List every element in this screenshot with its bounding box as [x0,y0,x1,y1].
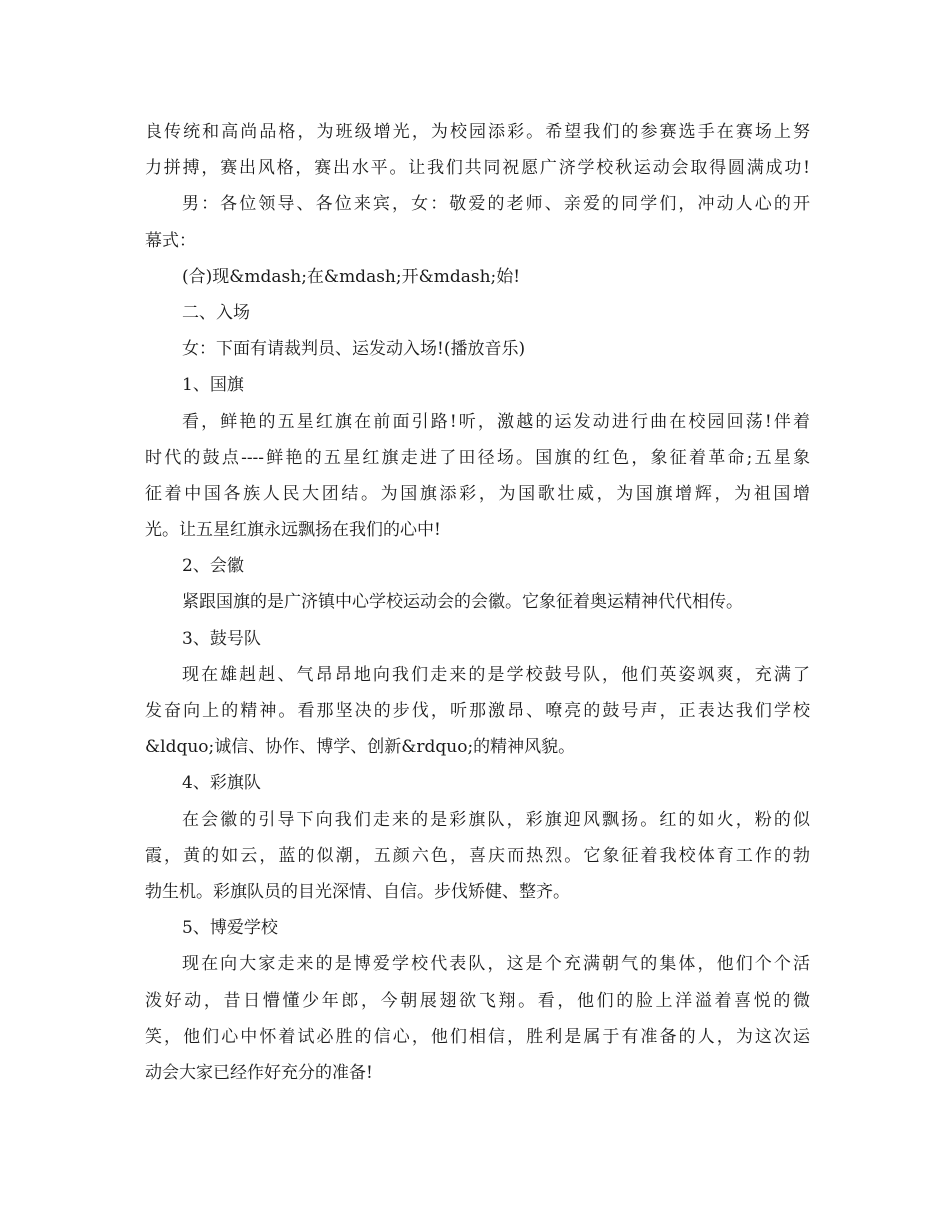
text-line: 力拼搏，赛出风格，赛出水平。让我们共同祝愿广济学校秋运动会取得圆满成功! [145,158,810,179]
text-line: 良传统和高尚品格，为班级增光，为校园添彩。希望我们的参赛选手在赛场上努 [145,122,810,142]
section-heading: 4、彩旗队 [182,773,261,794]
text-line: 幕式： [145,230,196,251]
text-line: &ldquo;诚信、协作、博学、创新&rdquo;的精神风貌。 [145,737,576,758]
text-line: 征着中国各族人民大团结。为国旗添彩，为国歌壮威，为国旗增辉，为祖国增 [145,483,810,504]
section-heading: 3、鼓号队 [182,628,261,649]
text-line: 女：下面有请裁判员、运发动入场!(播放音乐) [182,339,526,360]
text-line: 泼好动，昔日懵懂少年郎，今朝展翅欲飞翔。看，他们的脸上洋溢着喜悦的微 [145,990,810,1011]
section-heading: 二、入场 [182,302,250,323]
section-heading: 2、会徽 [182,556,244,577]
document-body [145,114,810,1091]
text-line: (合)现&mdash;在&mdash;开&mdash;始! [182,266,521,287]
text-line: 看，鲜艳的五星红旗在前面引路!听，激越的运发动进行曲在校园回荡!伴着 [182,411,810,432]
text-line: 发奋向上的精神。看那坚决的步伐，听那激昂、嘹亮的鼓号声，正表达我们学校 [145,701,810,721]
section-heading: 1、国旗 [182,375,244,396]
text-line: 时代的鼓点----鲜艳的五星红旗走进了田径场。国旗的红色，象征着革命;五星象 [145,447,810,468]
text-line: 动会大家已经作好充分的准备! [145,1062,373,1083]
text-line: 男：各位领导、各位来宾，女：敬爱的老师、亲爱的同学们，冲动人心的开 [182,194,810,215]
text-line: 光。让五星红旗永远飘扬在我们的心中! [145,520,441,541]
section-heading: 5、博爱学校 [182,918,278,939]
text-line: 笑，他们心中怀着试必胜的信心，他们相信，胜利是属于有准备的人，为这次运 [145,1026,810,1047]
text-line: 勃生机。彩旗队员的目光深情、自信。步伐矫健、整齐。 [145,881,570,902]
text-line: 现在向大家走来的是博爱学校代表队，这是个充满朝气的集体，他们个个活 [182,954,810,975]
text-line: 现在雄赳赳、气昂昂地向我们走来的是学校鼓号队，他们英姿飒爽，充满了 [182,664,810,685]
text-line: 紧跟国旗的是广济镇中心学校运动会的会徽。它象征着奥运精神代代相传。 [182,592,743,613]
text-line: 霞，黄的如云，蓝的似潮，五颜六色，喜庆而热烈。它象征着我校体育工作的勃 [145,845,810,866]
text-line: 在会徽的引导下向我们走来的是彩旗队，彩旗迎风飘扬。红的如火，粉的似 [182,809,810,830]
